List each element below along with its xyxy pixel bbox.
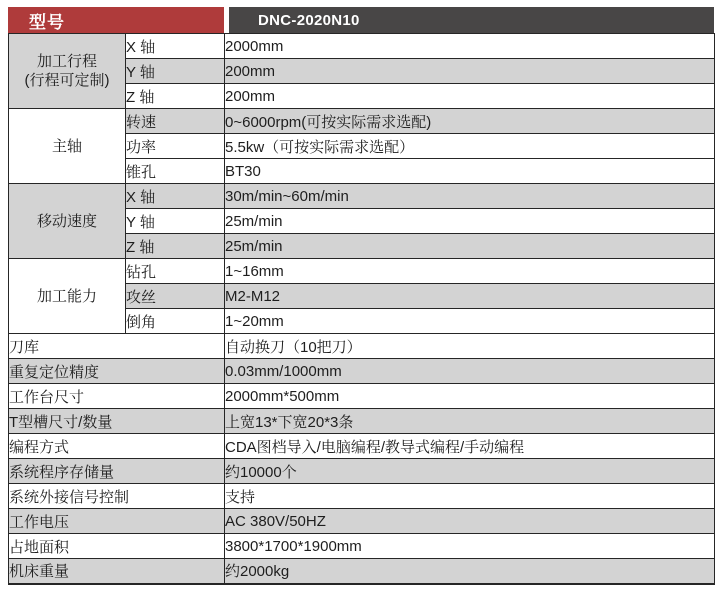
spec-row-label: 机床重量 [9,559,225,584]
spec-sub-label: Y 轴 [126,209,225,234]
spec-single-row [9,434,715,459]
spec-value: CDA图档导入/电脑编程/教导式编程/手动编程 [225,434,715,459]
spec-row-label: 系统程序存储量 [9,459,225,484]
spec-value: 200mm [225,59,715,84]
spec-single-row [9,534,715,559]
spec-single-row [9,459,715,484]
spec-sub-label: 锥孔 [126,159,225,184]
spec-sub-label: 功率 [126,134,225,159]
spec-group-row [9,34,715,59]
spec-row-label: 重复定位精度 [9,359,225,384]
spec-sub-label: 钻孔 [126,259,225,284]
spec-group-label: 主轴 [9,109,126,184]
spec-single-row [9,359,715,384]
spec-single-row [9,484,715,509]
spec-group-label: 加工能力 [9,259,126,334]
spec-sub-label: 攻丝 [126,284,225,309]
model-header-cell [8,7,224,33]
spec-table-body [9,34,715,584]
spec-sub-label: Z 轴 [126,84,225,109]
spec-row-label: 工作电压 [9,509,225,534]
spec-value: 上宽13*下宽20*3条 [225,409,715,434]
spec-group-row [9,109,715,134]
spec-group-label: 加工行程 (行程可定制) [9,34,126,109]
spec-sub-label: X 轴 [126,184,225,209]
spec-sub-label: 转速 [126,109,225,134]
spec-body-table [8,33,715,585]
spec-group-row [9,184,715,209]
spec-row-label: 系统外接信号控制 [9,484,225,509]
spec-value: 0.03mm/1000mm [225,359,715,384]
spec-sub-label: 倒角 [126,309,225,334]
spec-value: 支持 [225,484,715,509]
spec-value: AC 380V/50HZ [225,509,715,534]
spec-row-label: 编程方式 [9,434,225,459]
spec-value: 3800*1700*1900mm [225,534,715,559]
spec-sub-label: Z 轴 [126,234,225,259]
spec-value: BT30 [225,159,715,184]
spec-value: 5.5kw（可按实际需求选配） [225,134,715,159]
table-header-row [8,7,714,33]
spec-single-row [9,384,715,409]
spec-value: 25m/min [225,209,715,234]
spec-value: 1~20mm [225,309,715,334]
spec-value: 自动换刀（10把刀） [225,334,715,359]
spec-value: 2000mm*500mm [225,384,715,409]
spec-table [8,7,714,585]
spec-group-row [9,259,715,284]
spec-value: 30m/min~60m/min [225,184,715,209]
spec-single-row [9,409,715,434]
spec-value: 约10000个 [225,459,715,484]
spec-row-label: T型槽尺寸/数量 [9,409,225,434]
model-value-cell [229,7,714,33]
spec-single-row [9,559,715,584]
spec-row-label: 工作台尺寸 [9,384,225,409]
spec-group-label: 移动速度 [9,184,126,259]
spec-value: 1~16mm [225,259,715,284]
spec-value: M2-M12 [225,284,715,309]
spec-single-row [9,509,715,534]
spec-value: 约2000kg [225,559,715,584]
spec-row-label: 占地面积 [9,534,225,559]
spec-value: 2000mm [225,34,715,59]
spec-row-label: 刀库 [9,334,225,359]
spec-single-row [9,334,715,359]
spec-value: 0~6000rpm(可按实际需求选配) [225,109,715,134]
spec-value: 200mm [225,84,715,109]
model-label: 型号 [29,12,65,32]
spec-value: 25m/min [225,234,715,259]
spec-sub-label: X 轴 [126,34,225,59]
model-number: DNC-2020N10 [258,11,360,29]
spec-sub-label: Y 轴 [126,59,225,84]
